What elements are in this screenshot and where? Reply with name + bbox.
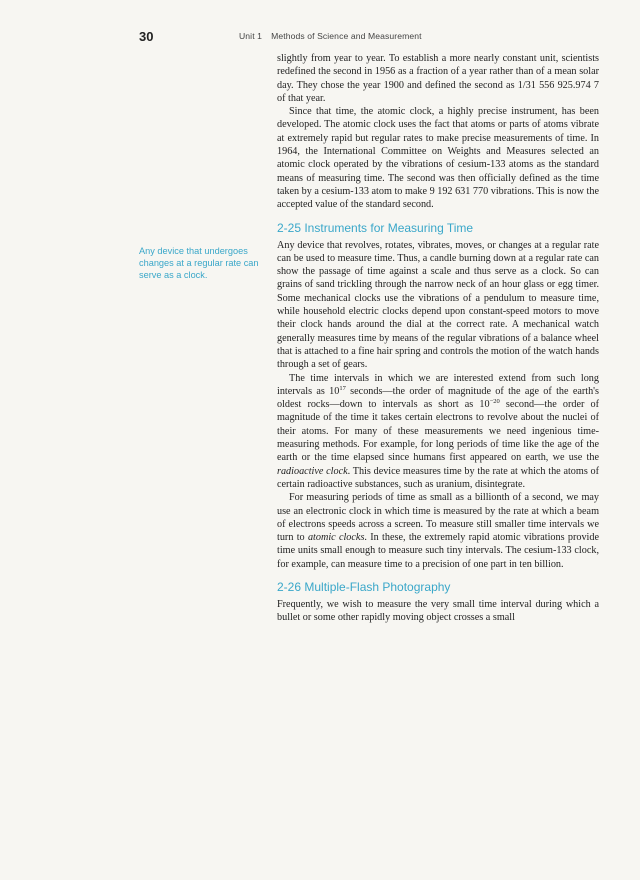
text-run: . This device measures time by the rate at which the atoms of certain radioactive substances, such as uranium, disintegrate.: [277, 465, 600, 490]
paragraph-small-periods: [277, 491, 599, 571]
text-run: The time intervals in which we are interested extend from such long intervals as 10: [277, 372, 599, 397]
exponent: −20: [489, 398, 500, 406]
page-number: 30: [139, 29, 154, 44]
paragraph-time-intervals: [277, 372, 599, 492]
italic-term: atomic clocks: [307, 532, 365, 544]
paragraph-atomic-clock: Since that time, the atomic clock, a highly precise instrument, has been developed. The atomic clock uses the fact that atoms or parts of atoms vibrate at extremely rapid but regular rates to make precise measurements of time. In 1964, the International Committee on Weights and Measures selected an atomic clock operated by the vibrations of cesium-133 atoms as the standard means of measuring time. The second was then officially defined as the time taken by a cesium-133 atom to make 9 192 631 770 vibrations. This is now the accepted value of the standard second.: [277, 106, 599, 211]
paragraph-continuation: slightly from year to year. To establish a more nearly constant unit, scientists redefined the second in 1956 as a fraction of a year rather than of a mean solar day. They chose the year 1900 and defined the second as 1/31 556 925.974 7 of that year.: [277, 53, 599, 104]
section-heading-2-25: 2-25 Instruments for Measuring Time: [277, 220, 474, 235]
main-text-column: [277, 52, 599, 625]
text-run: . In these, the extremely rapid atomic vibrations provide time units small enough to measure such tiny intervals. The cesium-133 clock, for example, can measure time to a precision of one part in ten billion.: [277, 532, 599, 570]
unit-label: Unit 1: [239, 31, 263, 41]
paragraph-multiple-flash: Frequently, we wish to measure the very small time interval during which a bullet or some other rapidly moving object crosses a small: [277, 598, 599, 624]
exponent: 17: [339, 384, 346, 392]
section-heading-2-26: 2-26 Multiple-Flash Photography: [277, 579, 451, 594]
text-run: seconds—the order of magnitude of the age of the earth's oldest rocks—down to intervals as short as 10: [277, 385, 599, 411]
italic-term: radioactive clock: [277, 465, 348, 477]
text-run: second—the order of magnitude of the time it takes certain electrons to revolve about the nuclei of their atoms. For many of these measurements we need ingenious time-measuring methods. For example, for long periods of time like the age of the earth or the time elapsed since humans first appeared on earth, we use the: [277, 399, 600, 464]
text-run: For measuring periods of time as small as a billionth of a second, we may use an electronic clock in which time is measured by the rate at which a beam of electrons speeds across a screen. To measure still smaller time intervals we turn to: [277, 492, 599, 544]
running-head: [239, 31, 422, 41]
page-header: [139, 29, 610, 45]
chapter-title: Methods of Science and Measurement: [271, 31, 422, 41]
margin-note: Any device that undergoes changes at a regular rate can serve as a clock.: [139, 246, 259, 281]
paragraph-instruments: Any device that revolves, rotates, vibrates, moves, or changes at a regular rate can be used to measure time. Thus, a candle burning down at a regular rate can show the passage of time against a scale and thus serve as a clock. So can grains of sand trickling through the narrow neck of an hour glass or egg timer. Some mechanical clocks use the vibrations of a pendulum to measure time, while household electric clocks depend upon constant-speed motors to move their clock hands around the dial at the correct rate. A mechanical watch generally measures time by means of the regular vibrations of a balance wheel that is attached to a fine hair spring and controls the motion of the watch hands through a set of gears.: [277, 239, 599, 371]
